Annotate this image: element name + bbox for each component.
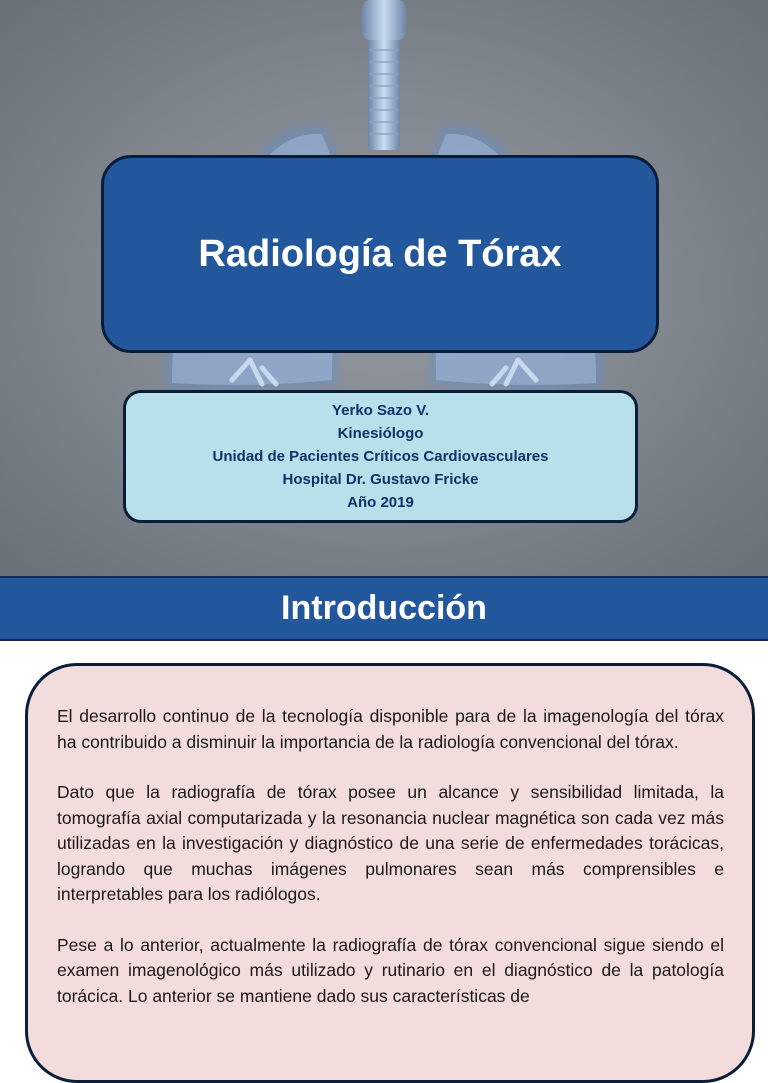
author-unit: Unidad de Pacientes Críticos Cardiovasculares <box>212 448 549 465</box>
intro-paragraph-1: El desarrollo continuo de la tecnología disponible para de la imagenología del tórax ha contribuido a disminuir la importancia de la radiología convencional del tórax. <box>57 706 724 752</box>
intro-paragraph-2: Dato que la radiografía de tórax posee un alcance y sensibilidad limitada, la tomografía axial computarizada y la resonancia nuclear magnética son cada vez más utilizadas en la investigación y diagnóstico de una serie de enfermedades torácicas, logrando que muchas imágenes pulmonares sean más comprensibles e interpretables para los radiólogos. <box>57 782 724 904</box>
section-heading: Introducción <box>281 589 487 627</box>
author-name: Yerko Sazo V. <box>331 402 429 419</box>
author-profession: Kinesiólogo <box>337 425 424 442</box>
author-info-box <box>123 390 638 523</box>
author-hospital: Hospital Dr. Gustavo Fricke <box>282 471 479 488</box>
introduction-box <box>25 663 755 1083</box>
intro-paragraph-3: Pese a lo anterior, actualmente la radiografía de tórax convencional sigue siendo el examen imagenológico más utilizado y rutinario en el diagnóstico de la patología torácica. Lo anterior se mantiene dado sus características de <box>57 934 724 1006</box>
section-header-bar <box>0 576 768 641</box>
title-box <box>101 155 659 353</box>
page-title: Radiología de Tórax <box>198 232 562 275</box>
author-year: Año 2019 <box>347 494 414 511</box>
